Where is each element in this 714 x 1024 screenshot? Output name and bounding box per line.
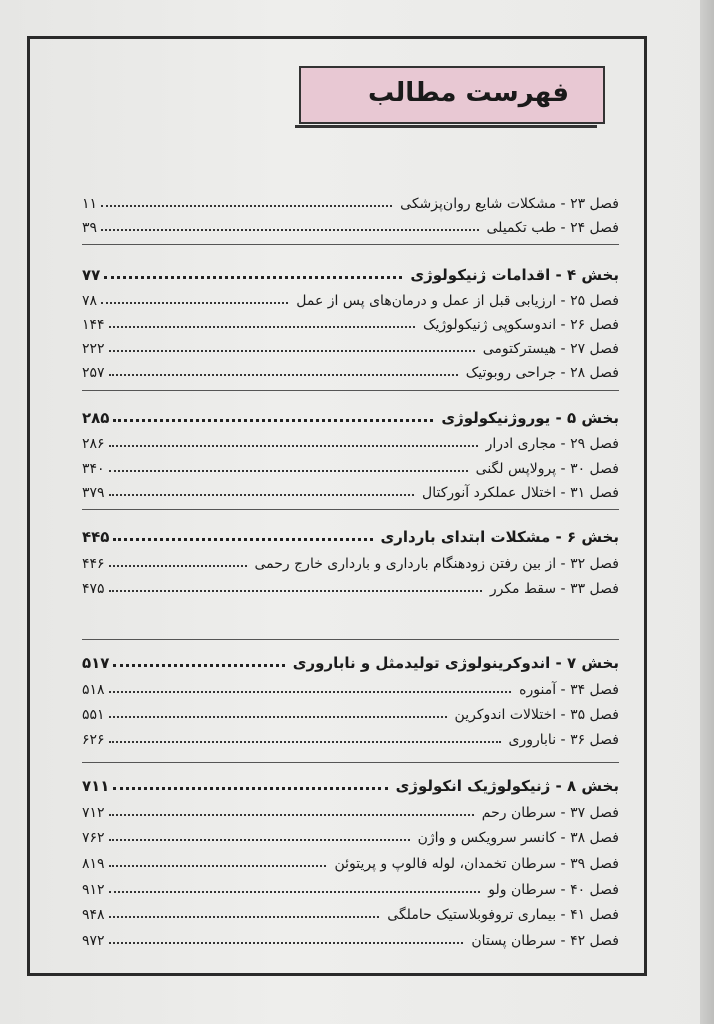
toc-chapter-label: فصل ۳۶ - ناباروری <box>508 732 619 748</box>
toc-chapter-label: فصل ۲۹ - مجاری ادرار <box>485 436 619 452</box>
toc-chapter-24[interactable] <box>82 214 619 236</box>
leader-dots <box>109 865 327 867</box>
toc-page-number: ۹۱۲ <box>82 882 105 898</box>
leader-dots <box>109 470 468 472</box>
toc-page-number: ۷۸ <box>82 293 98 309</box>
toc-page-number: ۷۶۲ <box>82 830 105 846</box>
toc-section-8[interactable] <box>82 773 619 795</box>
toc-chapter-39[interactable] <box>82 850 619 872</box>
page-edge <box>700 0 714 1024</box>
section-divider <box>82 509 619 510</box>
toc-page-number: ۸۱۹ <box>82 856 105 872</box>
toc-chapter-label: فصل ۳۸ - کانسر سرویکس و واژن <box>417 830 619 846</box>
toc-chapter-label: فصل ۲۷ - هیسترکتومی <box>482 341 619 357</box>
toc-chapter-label: فصل ۲۳ - مشکلات شایع روان‌پزشکی <box>400 196 619 212</box>
toc-page-number: ۲۸۶ <box>82 436 105 452</box>
toc-page-number: ۴۷۵ <box>82 581 105 597</box>
toc-chapter-label: فصل ۴۰ - سرطان ولو <box>488 882 619 898</box>
leader-dots <box>109 565 247 567</box>
toc-chapter-label: فصل ۴۱ - بیماری تروفوبلاستیک حاملگی <box>387 907 619 923</box>
toc-section-7[interactable] <box>82 650 619 672</box>
toc-chapter-label: فصل ۳۲ - از بین رفتن زودهنگام بارداری و بارداری خارج رحمی <box>254 556 619 572</box>
toc-chapter-31[interactable] <box>82 479 619 501</box>
toc-chapter-36[interactable] <box>82 726 619 748</box>
toc-chapter-label: فصل ۳۹ - سرطان تخمدان، لوله فالوپ و پریتوئن <box>334 856 619 872</box>
toc-section-6[interactable] <box>82 524 619 546</box>
toc-page-number: ۱۴۴ <box>82 317 105 333</box>
toc-section-label: بخش ۸ - ژنیکولوژیک انکولوژی <box>395 777 619 795</box>
toc-chapter-label: فصل ۳۴ - آمنوره <box>519 682 619 698</box>
leader-dots <box>113 419 433 422</box>
toc-chapter-label: فصل ۳۰ - پرولاپس لگنی <box>475 461 619 477</box>
toc-chapter-37[interactable] <box>82 799 619 821</box>
toc-page-number: ۷۱۱ <box>82 777 110 795</box>
title-box <box>299 66 605 124</box>
toc-page-number: ۹۴۸ <box>82 907 105 923</box>
toc-page-number: ۲۲۲ <box>82 341 105 357</box>
leader-dots <box>109 691 512 693</box>
toc-section-label: بخش ۵ - یوروژنیکولوژی <box>441 409 619 427</box>
toc-chapter-40[interactable] <box>82 876 619 898</box>
toc-section-5[interactable] <box>82 405 619 427</box>
toc-chapter-label: فصل ۳۵ - اختلالات اندوکرین <box>454 707 619 723</box>
leader-dots <box>113 538 372 541</box>
toc-chapter-27[interactable] <box>82 335 619 357</box>
leader-dots <box>109 494 414 496</box>
toc-chapter-label: فصل ۲۶ - اندوسکوپی ژنیکولوژیک <box>422 317 619 333</box>
toc-page-number: ۶۲۶ <box>82 732 105 748</box>
toc-chapter-33[interactable] <box>82 575 619 597</box>
section-divider <box>82 390 619 391</box>
leader-dots <box>109 942 464 944</box>
toc-chapter-29[interactable] <box>82 430 619 452</box>
toc-chapter-34[interactable] <box>82 676 619 698</box>
toc-page-number: ۲۵۷ <box>82 365 105 381</box>
toc-page-number: ۳۹ <box>82 220 98 236</box>
leader-dots <box>109 716 447 718</box>
toc-page-number: ۵۱۸ <box>82 682 105 698</box>
toc-chapter-42[interactable] <box>82 927 619 949</box>
toc-chapter-41[interactable] <box>82 901 619 923</box>
toc-chapter-25[interactable] <box>82 287 619 309</box>
leader-dots <box>109 916 380 918</box>
toc-chapter-label: فصل ۳۳ - سقط مکرر <box>489 581 619 597</box>
toc-chapter-label: فصل ۳۱ - اختلال عملکرد آنورکتال <box>422 485 619 501</box>
toc-page-number: ۷۱۲ <box>82 805 105 821</box>
leader-dots <box>101 205 392 207</box>
toc-chapter-label: فصل ۲۵ - ارزیابی قبل از عمل و درمان‌های پس از عمل <box>296 293 619 309</box>
leader-dots <box>109 326 415 328</box>
toc-section-label: بخش ۶ - مشکلات ابتدای بارداری <box>380 528 619 546</box>
toc-chapter-30[interactable] <box>82 455 619 477</box>
leader-dots <box>101 302 288 304</box>
toc-page-number: ۴۴۵ <box>82 528 110 546</box>
toc-chapter-23[interactable] <box>82 190 619 212</box>
toc-chapter-35[interactable] <box>82 701 619 723</box>
toc-section-label: بخش ۷ - اندوکرینولوژی تولیدمثل و ناباروری <box>292 654 619 672</box>
toc-chapter-label: فصل ۲۴ - طب تکمیلی <box>486 220 619 236</box>
leader-dots <box>109 590 482 592</box>
toc-page-number: ۷۷ <box>82 266 101 284</box>
toc-page-number: ۵۵۱ <box>82 707 105 723</box>
section-divider <box>82 762 619 763</box>
leader-dots <box>104 276 402 279</box>
page-title: فهرست مطالب <box>368 78 569 108</box>
toc-chapter-26[interactable] <box>82 311 619 333</box>
leader-dots <box>113 664 284 667</box>
toc-chapter-label: فصل ۴۲ - سرطان پستان <box>471 933 619 949</box>
leader-dots <box>113 787 387 790</box>
leader-dots <box>101 229 478 231</box>
leader-dots <box>109 445 478 447</box>
toc-section-4[interactable] <box>82 262 619 284</box>
toc-page-number: ۱۱ <box>82 196 98 212</box>
toc-page-number: ۵۱۷ <box>82 654 110 672</box>
leader-dots <box>109 891 481 893</box>
toc-page-number: ۴۴۶ <box>82 556 105 572</box>
section-divider <box>82 639 619 640</box>
toc-chapter-28[interactable] <box>82 359 619 381</box>
toc-page-number: ۹۷۲ <box>82 933 105 949</box>
leader-dots <box>109 814 474 816</box>
leader-dots <box>109 839 410 841</box>
toc-page-number: ۳۷۹ <box>82 485 105 501</box>
toc-page-number: ۲۸۵ <box>82 409 110 427</box>
toc-chapter-38[interactable] <box>82 824 619 846</box>
toc-page-number: ۳۴۰ <box>82 461 105 477</box>
leader-dots <box>109 374 458 376</box>
leader-dots <box>109 741 501 743</box>
toc-chapter-32[interactable] <box>82 550 619 572</box>
toc-chapter-label: فصل ۳۷ - سرطان رحم <box>481 805 619 821</box>
toc-section-label: بخش ۴ - اقدامات ژنیکولوژی <box>410 266 619 284</box>
section-divider <box>82 244 619 245</box>
leader-dots <box>109 350 475 352</box>
toc-chapter-label: فصل ۲۸ - جراحی روبوتیک <box>465 365 619 381</box>
